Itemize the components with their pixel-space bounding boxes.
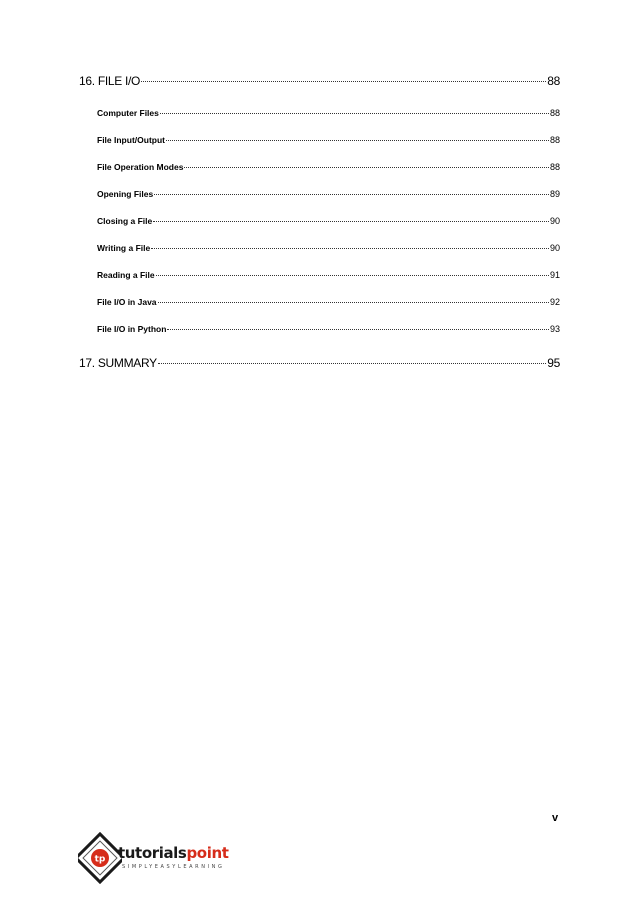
toc-entry-page: 95 — [547, 356, 560, 370]
toc-entry-label: Computer Files — [97, 108, 159, 118]
dot-leader — [141, 81, 546, 82]
toc-entry-label: File I/O in Python — [97, 324, 167, 334]
toc-section-file-io-in-python[interactable] — [97, 324, 560, 334]
tutorialspoint-logo — [78, 832, 238, 884]
toc-entry-label: File Operation Modes — [97, 162, 184, 172]
toc-entry-page: 91 — [549, 270, 560, 280]
logo-tagline: SIMPLYEASYLEARNING — [122, 864, 225, 870]
toc-section-reading-a-file[interactable] — [97, 270, 560, 280]
dot-leader — [160, 113, 549, 114]
toc-section-closing-a-file[interactable] — [97, 216, 560, 226]
toc-entry-page: 88 — [547, 74, 560, 88]
logo-wordmark — [118, 844, 229, 862]
dot-leader — [158, 302, 549, 303]
tutorialspoint-logo-icon — [78, 832, 122, 884]
logo-wordmark-tutorials: tutorials — [118, 844, 187, 862]
page-number: v — [552, 812, 559, 824]
dot-leader — [167, 329, 549, 330]
toc-section-opening-files[interactable] — [97, 189, 560, 199]
toc-entry-page: 90 — [549, 243, 560, 253]
dot-leader — [166, 140, 549, 141]
dot-leader — [153, 221, 549, 222]
toc-section-writing-a-file[interactable] — [97, 243, 560, 253]
toc-entry-page: 88 — [549, 162, 560, 172]
toc-entry-page: 88 — [549, 135, 560, 145]
svg-text:tp: tp — [94, 854, 106, 865]
toc-chapter-16[interactable] — [79, 74, 560, 88]
toc-entry-label: 16. FILE I/O — [79, 74, 141, 88]
toc-section-computer-files[interactable] — [97, 108, 560, 118]
dot-leader — [151, 248, 549, 249]
toc-entry-page: 88 — [549, 108, 560, 118]
toc-entry-label: Reading a File — [97, 270, 155, 280]
dot-leader — [158, 363, 546, 364]
toc-entry-label: File Input/Output — [97, 135, 165, 145]
toc-entry-label: 17. SUMMARY — [79, 356, 157, 370]
toc-entry-label: Closing a File — [97, 216, 153, 226]
toc-entry-page: 93 — [549, 324, 560, 334]
logo-wordmark-point: point — [186, 844, 229, 862]
toc-section-file-io-in-java[interactable] — [97, 297, 560, 307]
dot-leader — [156, 275, 549, 276]
toc-entry-page: 89 — [549, 189, 560, 199]
toc-entry-page: 90 — [549, 216, 560, 226]
toc-section-file-input-output[interactable] — [97, 135, 560, 145]
toc-chapter-17[interactable] — [79, 356, 560, 370]
toc-section-file-operation-modes[interactable] — [97, 162, 560, 172]
toc-entry-label: Writing a File — [97, 243, 151, 253]
dot-leader — [154, 194, 549, 195]
toc-entry-page: 92 — [549, 297, 560, 307]
toc-entry-label: File I/O in Java — [97, 297, 157, 307]
dot-leader — [184, 167, 549, 168]
toc-entry-label: Opening Files — [97, 189, 154, 199]
